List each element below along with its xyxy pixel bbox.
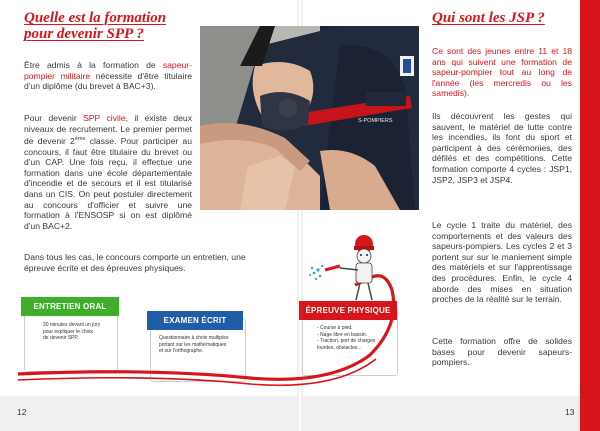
card-oral-line: de devenir SPP. bbox=[43, 335, 79, 342]
p2-prefix: Pour devenir bbox=[24, 113, 84, 123]
card-written-title: EXAMEN ÉCRIT bbox=[147, 311, 243, 330]
left-heading-line2: pour devenir SPP ? bbox=[24, 26, 144, 42]
p2-part2: classe. Pour participer au concours, il faut être titulaire du brevet ou d'un CAP. Une fois reçu, il effectue une formation dans une école départementale d'incendie et de secours et il est titularisé dans un CIS. On peut postuler directement au concours d'officier et suivre une formation à l'ENSOSP si on est diplômé d'un BAC+2. bbox=[24, 136, 192, 231]
right-heading: Qui sont les JSP ? bbox=[432, 10, 545, 26]
paragraph-exams: Dans tous les cas, le concours comporte un entretien, une épreuve écrite et des épreuves physiques. bbox=[24, 252, 246, 273]
page-number-right: 13 bbox=[565, 407, 575, 417]
card-physical-line: - Nage libre en bassin. bbox=[317, 331, 368, 338]
paragraph-jsp-activities: Ils découvrent les gestes qui sauvent, le matériel de lutte contre les incendies, ils font du sport et participent à des cérémonies, des défilés et des compétitions. Cette formation comporte 4 cycles : JSP1, JSP2, JSP3 et JSP4. bbox=[432, 111, 572, 185]
p1-rest: nécessite d'être titulaire d'un diplôme (du brevet à BAC+3). bbox=[24, 70, 192, 92]
paragraph-jsp-conclusion: Cette formation offre de solides bases pour devenir sapeurs-pompiers. bbox=[432, 336, 572, 368]
paragraph-civil-top bbox=[24, 113, 192, 231]
card-physical-line: - Traction, port de charges bbox=[317, 338, 376, 345]
card-physical-line: lourdes, obstacles... bbox=[317, 344, 362, 351]
p1-prefix: Être admis à la formation de bbox=[24, 60, 163, 70]
red-edge-band bbox=[580, 0, 600, 431]
card-written-line: Questionnaire à choix multiples bbox=[159, 335, 229, 341]
paragraph-jsp-cycles: Le cycle 1 traite du matériel, des comportements et des valeurs des sapeurs-pompiers. Les cycles 2 et 3 portent sur sur le maniement simple des matériels et sur l'apprentissage des procédures. Enfin, le cycle 4 aborde des mises en situation proches de la réalité sur le terrain. bbox=[432, 220, 572, 305]
p2-highlight: SPP civile bbox=[83, 113, 126, 123]
cartoon-firefighter-icon bbox=[325, 235, 374, 300]
card-oral-title: ENTRETIEN ORAL bbox=[21, 297, 119, 316]
card-written-line: portant sur les mathématiques bbox=[159, 341, 227, 348]
p2-part1: , il existe deux niveaux de recrutement. Le premier permet de devenir 2 bbox=[24, 113, 192, 147]
paragraph-military bbox=[24, 60, 192, 92]
card-physical-line: - Course à pied. bbox=[317, 325, 353, 331]
card-physical-title: ÉPREUVE PHYSIQUE bbox=[299, 301, 397, 320]
card-oral-line: 20 minutes devant un jury bbox=[43, 322, 101, 328]
hose-illustration bbox=[0, 230, 430, 400]
left-heading bbox=[24, 10, 166, 42]
p1-highlight: sapeur-pompier militaire bbox=[24, 60, 192, 81]
water-spray-icon bbox=[309, 265, 323, 280]
p2-superscript: ème bbox=[74, 136, 86, 143]
card-written-line: et sur l'orthographe. bbox=[159, 348, 204, 355]
paragraph-jsp-intro: Ce sont des jeunes entre 11 et 18 ans qui suivent une formation de sapeur-pompier tout au long de l'année (les mercredis ou les samedis). bbox=[432, 46, 572, 99]
page-number-left: 12 bbox=[17, 407, 27, 417]
left-heading-line1: Quelle est la formation bbox=[24, 10, 167, 26]
uniform-patch-text: S-POMPIERS bbox=[358, 118, 393, 124]
card-oral-line: pour expliquer le choix bbox=[43, 328, 94, 335]
firefighter-photo bbox=[200, 26, 419, 210]
